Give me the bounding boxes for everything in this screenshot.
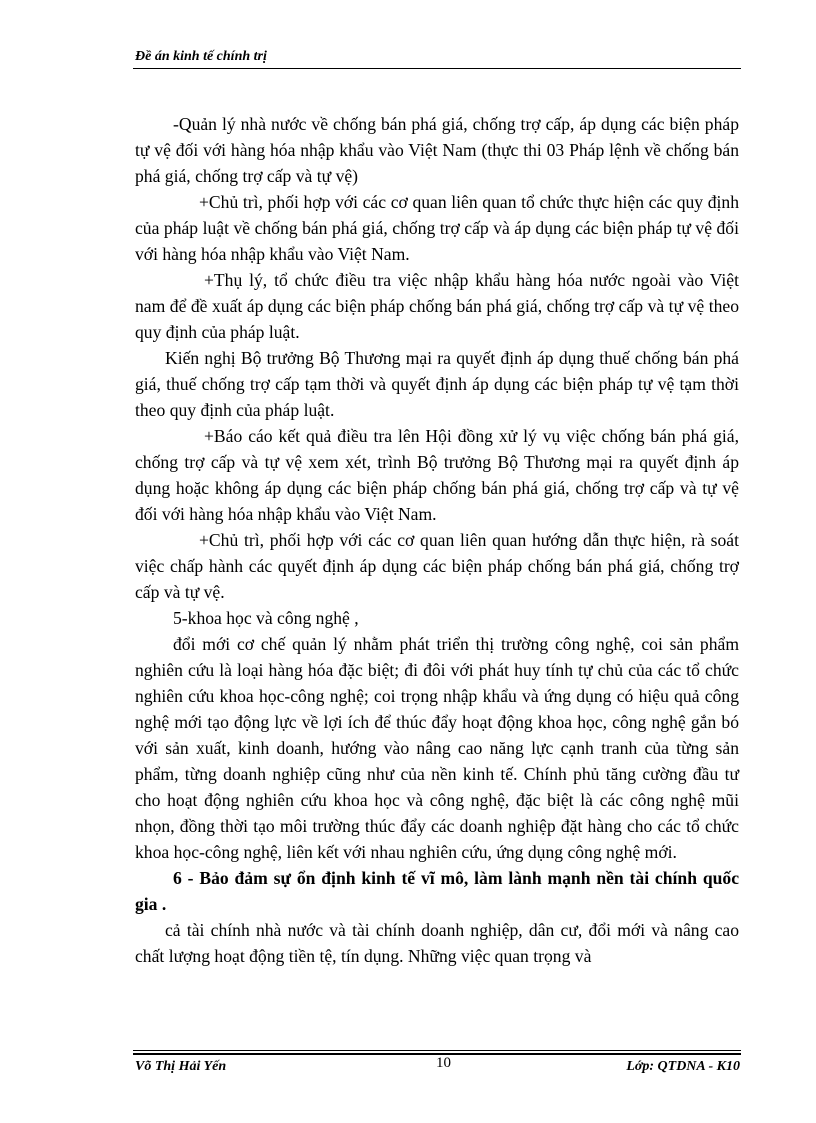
paragraph-coordinate-implementation: +Chủ trì, phối hợp với các cơ quan liên quan tổ chức thực hiện các quy định của pháp luật về chống bán phá giá, chống trợ cấp và áp dụng các biện pháp tự vệ đối với hàng hóa nhập khẩu vào Việt Nam. <box>135 192 739 264</box>
paragraph-report-results: +Báo cáo kết quả điều tra lên Hội đồng xử lý vụ việc chống bán phá giá, chống trợ cấp và tự vệ xem xét, trình Bộ trưởng Bộ Thương mại ra quyết định áp dụng hoặc không áp dụng các biện pháp chống bán phá giá, chống trợ cấp và tự vệ đối với hàng hóa nhập khẩu vào Việt Nam. <box>135 426 739 524</box>
footer-author: Võ Thị Hải Yến <box>135 1059 227 1074</box>
page-number: 10 <box>436 1055 451 1071</box>
section-heading-science-technology: 5-khoa học và công nghệ , <box>173 608 359 628</box>
paragraph-finance: cả tài chính nhà nước và tài chính doanh nghiệp, dân cư, đổi mới và nâng cao chất lượng hoạt động tiền tệ, tín dụng. Những việc quan trọng và <box>135 920 739 966</box>
paragraph-science-technology: đổi mới cơ chế quản lý nhằm phát triển thị trường công nghệ, coi sản phẩm nghiên cứu là loại hàng hóa đặc biệt; đi đôi với phát huy tính tự chủ của các tổ chức nghiên cứu khoa học-công nghệ; coi trọng nhập khẩu và ứng dụng có hiệu quả công nghệ mới tạo động lực về lợi ích để thúc đẩy hoạt động khoa học, công nghệ gắn bó với sản xuất, kinh doanh, hướng vào nâng cao năng lực cạnh tranh của từng sản phẩm, từng doanh nghiệp cũng như của nền kinh tế. Chính phủ tăng cường đầu tư cho hoạt động nghiên cứu khoa học và công nghệ, đặc biệt là các công nghệ mũi nhọn, đồng thời tạo môi trường thúc đẩy các doanh nghiệp đặt hàng cho các tổ chức khoa học-công nghệ, liên kết với nhau nghiên cứu, ứng dụng công nghệ mới. <box>135 634 739 862</box>
footer-class: Lớp: QTDNA - K10 <box>626 1059 740 1074</box>
page-header-title: Đề án kinh tế chính trị <box>135 49 267 64</box>
paragraph-investigation: +Thụ lý, tổ chức điều tra việc nhập khẩu hàng hóa nước ngoài vào Việt nam để đề xuất áp dụng các biện pháp chống bán phá giá, chống trợ cấp và tự vệ theo quy định của pháp luật. <box>135 270 739 342</box>
section-heading-macro-stability: 6 - Bảo đảm sự ổn định kinh tế vĩ mô, làm lành mạnh nền tài chính quốc gia . <box>135 868 739 914</box>
document-body <box>135 111 739 969</box>
header-divider <box>133 68 741 69</box>
paragraph-minister-recommendation: Kiến nghị Bộ trưởng Bộ Thương mại ra quyết định áp dụng thuế chống bán phá giá, thuế chống trợ cấp tạm thời và quyết định áp dụng các biện pháp tự vệ tạm thời theo quy định của pháp luật. <box>135 348 739 420</box>
footer-divider-thin <box>133 1050 741 1051</box>
paragraph-anti-dumping-management: -Quản lý nhà nước về chống bán phá giá, chống trợ cấp, áp dụng các biện pháp tự vệ đối với hàng hóa nhập khẩu vào Việt Nam (thực thi 03 Pháp lệnh về chống bán phá giá, chống trợ cấp và tự vệ) <box>135 114 739 186</box>
paragraph-guidance-review: +Chủ trì, phối hợp với các cơ quan liên quan hướng dẫn thực hiện, rà soát việc chấp hành các quyết định áp dụng các biện pháp chống bán phá giá, chống trợ cấp và tự vệ. <box>135 530 739 602</box>
